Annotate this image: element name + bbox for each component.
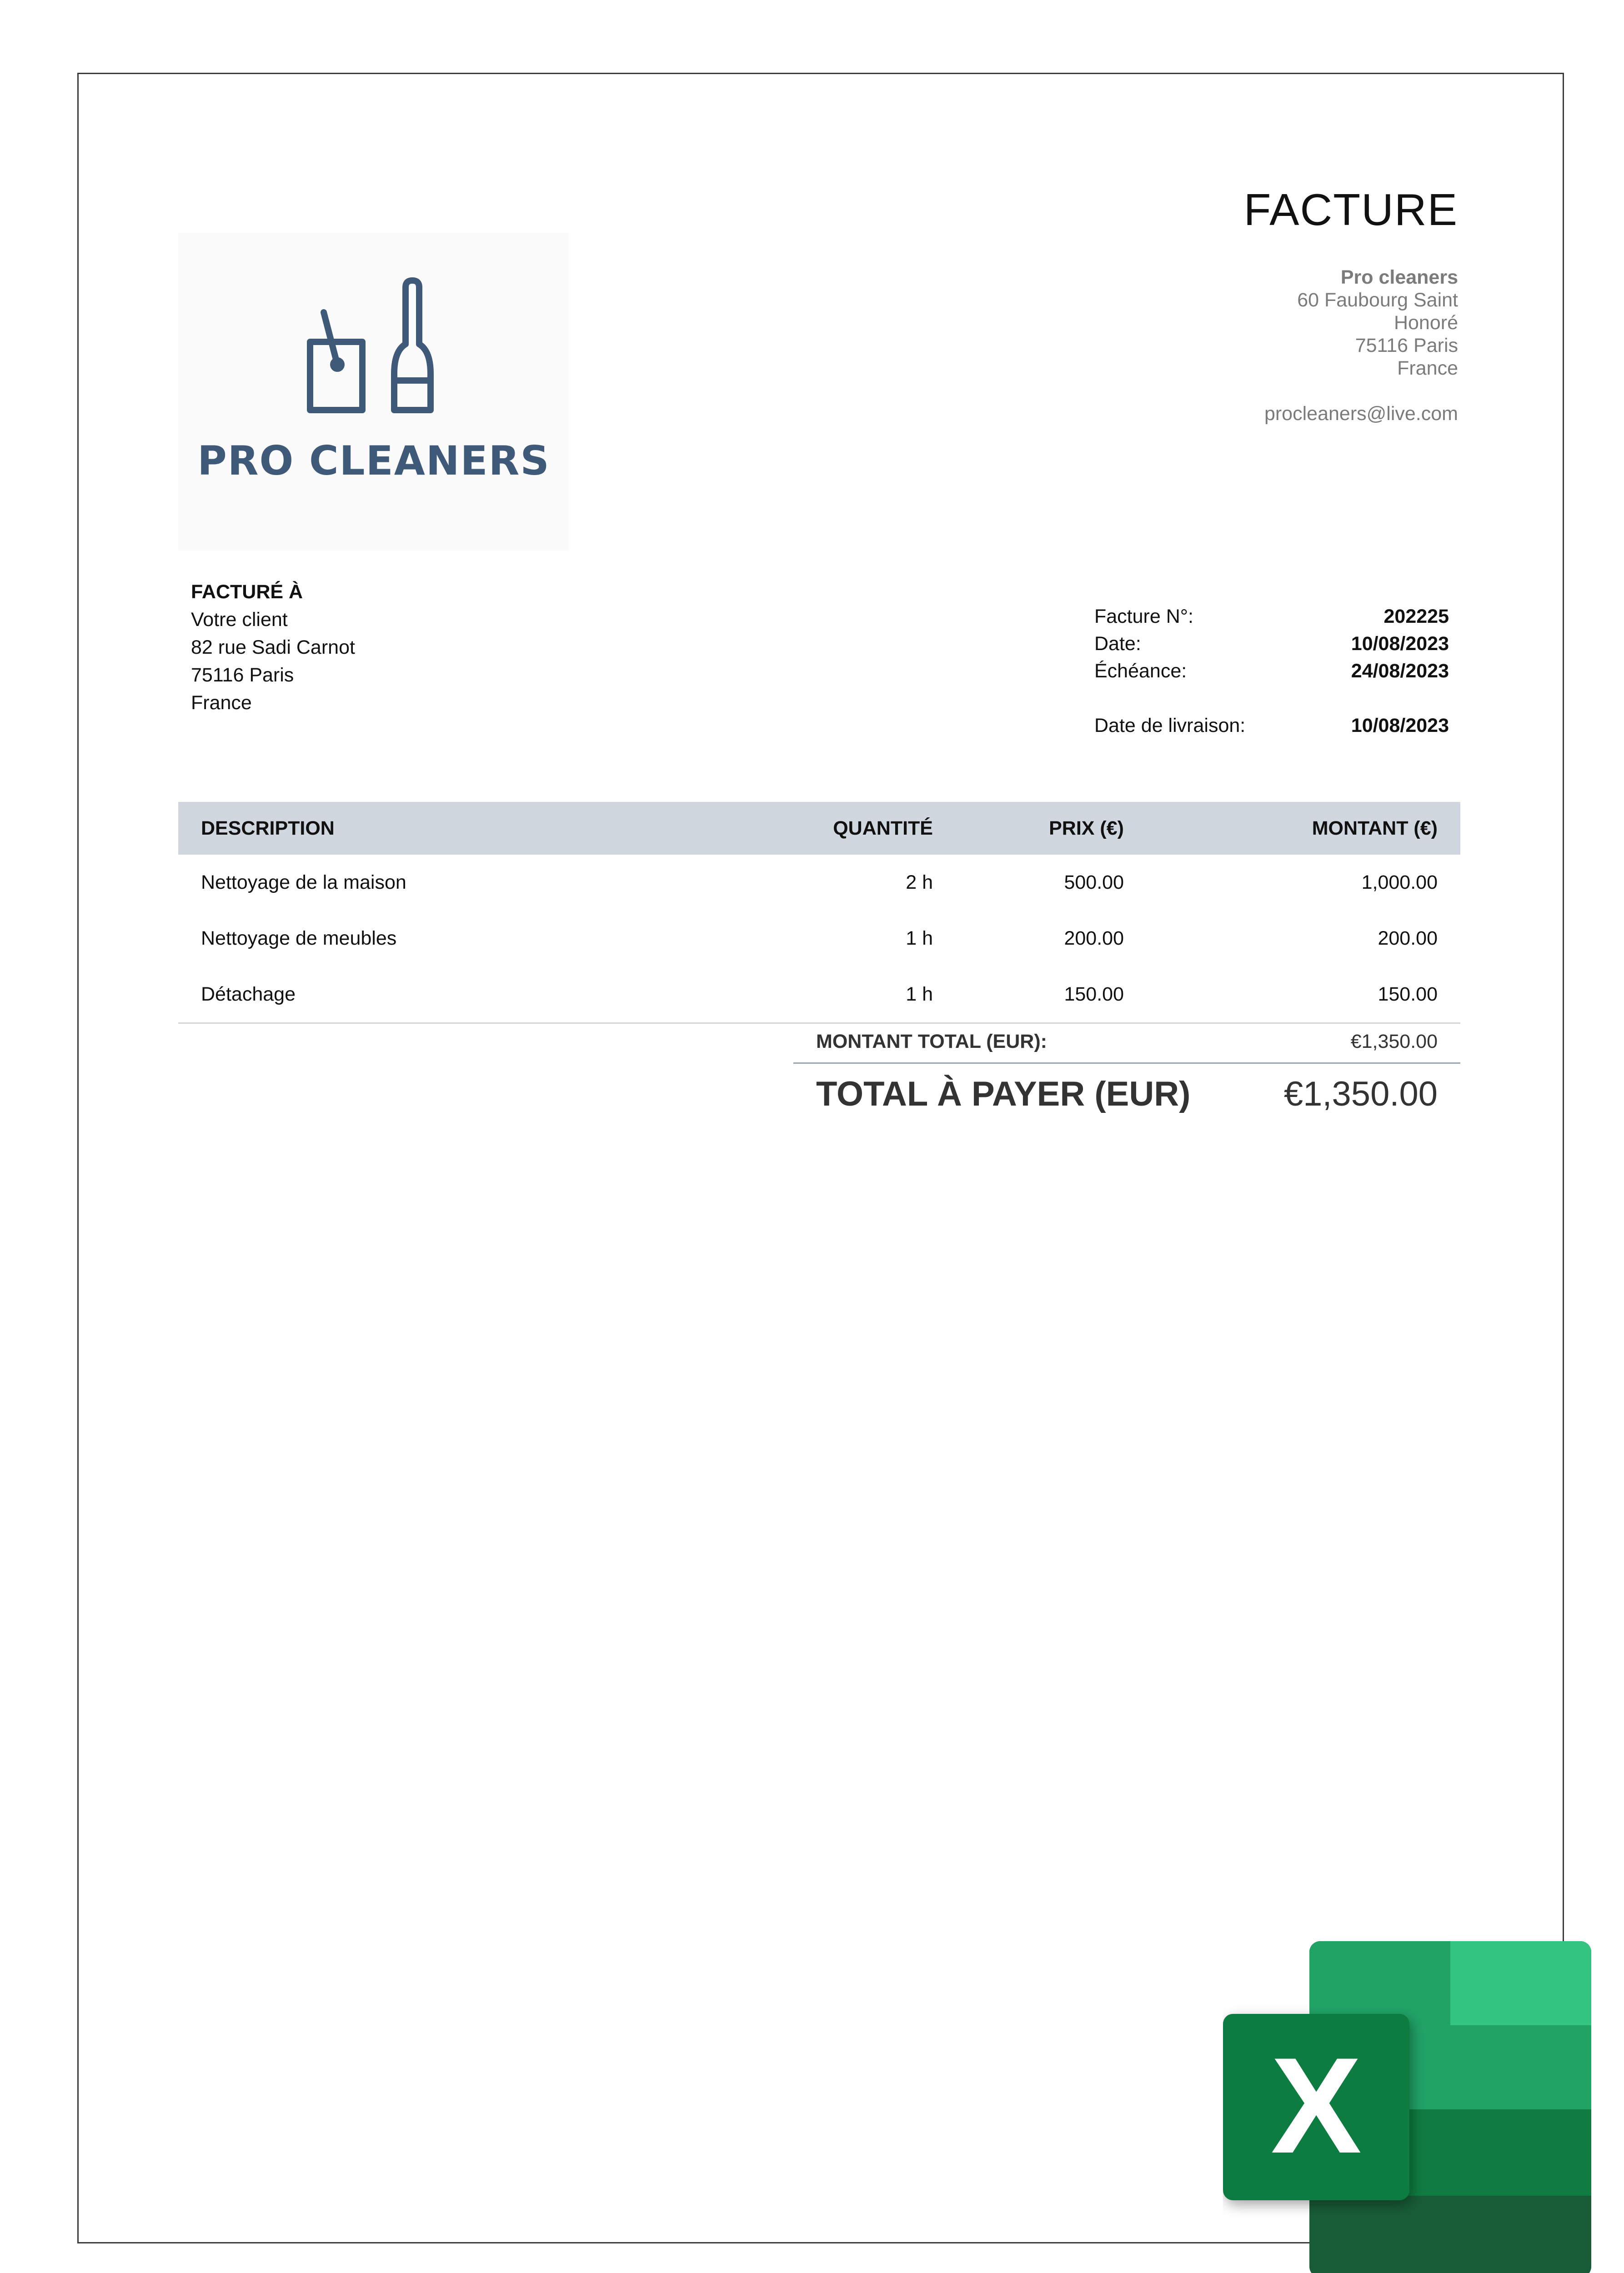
invoice-date-label: Date: (1094, 633, 1141, 655)
document-title: FACTURE (1243, 185, 1458, 235)
invoice-number-label: Facture N°: (1094, 606, 1193, 627)
delivery-date-row (1094, 715, 1449, 742)
company-name: Pro cleaners (1340, 266, 1458, 288)
column-header-amount: MONTANT (€) (1147, 802, 1460, 855)
item-description: Détachage (178, 966, 783, 1023)
due-date-label: Échéance: (1094, 660, 1187, 682)
invoice-number: 202225 (1383, 606, 1449, 627)
bill-to-heading: FACTURÉ À (191, 581, 303, 603)
company-address-line-1: 60 Faubourg Saint (1297, 289, 1458, 311)
column-header-description: DESCRIPTION (178, 802, 783, 855)
invoice-number-row (1094, 606, 1449, 633)
column-header-quantity: QUANTITÉ (783, 802, 956, 855)
item-quantity: 1 h (783, 966, 956, 1023)
subtotal-value: €1,350.00 (1350, 1030, 1438, 1052)
item-amount: 150.00 (1147, 966, 1460, 1023)
company-address-line-3: 75116 Paris (1355, 335, 1458, 356)
bucket-brush-icon (306, 276, 442, 431)
company-email: procleaners@live.com (1264, 403, 1458, 425)
company-info (1264, 266, 1458, 425)
company-country: France (1397, 357, 1458, 379)
subtotal-label: MONTANT TOTAL (EUR): (816, 1030, 1047, 1052)
item-quantity: 2 h (906, 871, 933, 893)
item-description: Nettoyage de meubles (201, 927, 397, 949)
item-price: 150.00 (956, 966, 1147, 1023)
delivery-date: 10/08/2023 (1351, 715, 1449, 736)
due-date: 24/08/2023 (1351, 660, 1449, 682)
excel-icon-letter: X (1270, 2029, 1362, 2182)
item-description: Nettoyage de la maison (201, 871, 406, 893)
table-row (178, 855, 1460, 911)
logo-text: PRO CLEANERS (197, 437, 550, 484)
item-amount: 1,000.00 (1361, 871, 1438, 893)
client-name: Votre client (191, 609, 288, 631)
table-row (178, 966, 1460, 1023)
company-address-line-2: Honoré (1393, 312, 1458, 334)
line-items-table (178, 802, 1460, 1024)
item-amount: 200.00 (1378, 927, 1438, 949)
client-country: France (191, 692, 252, 714)
invoice-date: 10/08/2023 (1351, 633, 1449, 655)
bill-to (191, 578, 355, 717)
grand-total-row (793, 1064, 1460, 1124)
table-header-row (178, 802, 1460, 855)
item-price: 200.00 (1064, 927, 1124, 949)
invoice-date-row (1094, 633, 1449, 660)
company-logo (178, 233, 569, 551)
table-row (178, 911, 1460, 966)
subtotal-row (793, 1021, 1460, 1064)
totals-section (793, 1021, 1460, 1124)
item-price: 500.00 (1064, 871, 1124, 893)
delivery-date-label: Date de livraison: (1094, 715, 1246, 736)
excel-icon (1223, 1937, 1600, 2273)
grand-total-label: TOTAL À PAYER (EUR) (816, 1074, 1191, 1113)
grand-total-value: €1,350.00 (1283, 1074, 1438, 1113)
column-header-price: PRIX (€) (956, 802, 1147, 855)
item-quantity: 1 h (906, 927, 933, 949)
client-address-line-2: 75116 Paris (191, 664, 294, 686)
client-address-line-1: 82 rue Sadi Carnot (191, 636, 355, 658)
invoice-meta (1094, 606, 1449, 742)
due-date-row (1094, 660, 1449, 687)
